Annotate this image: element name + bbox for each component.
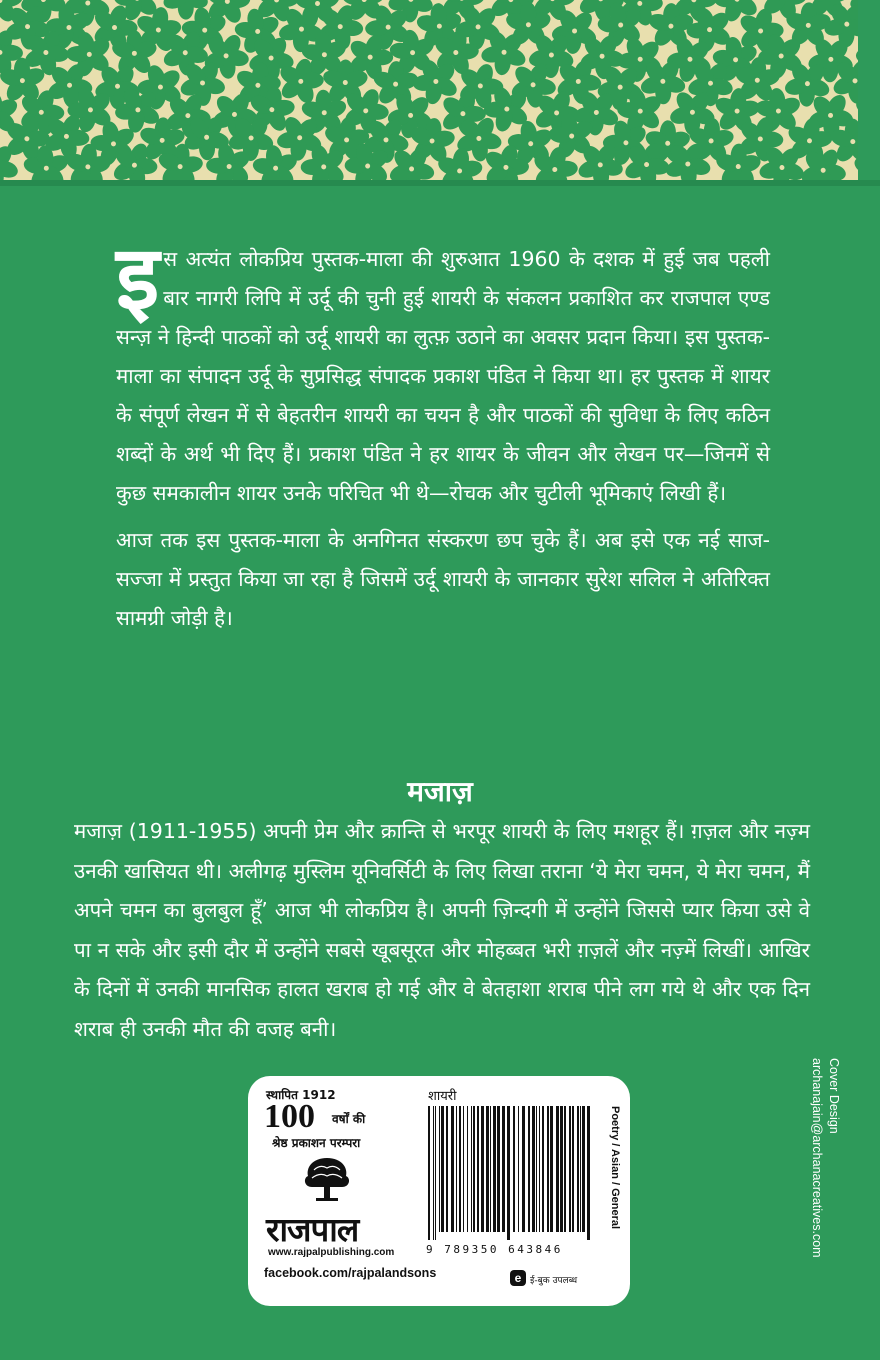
drop-cap: इ (116, 226, 160, 329)
floral-pattern-band (0, 0, 858, 180)
barcode-bar (486, 1106, 489, 1232)
barcode-bar (451, 1106, 454, 1232)
intro-paragraph-1-text: स अत्यंत लोकप्रिय पुस्तक-माला की शुरुआत 1960 के दशक में हुई जब पहली बार नागरी लिपि में उर्दू की चुनी हुई शायरी के संकलन प्रकाशित कर राजपाल एण्ड सन्ज़ ने हिन्दी पाठकों को उर्दू शायरी का लुत्फ़ उठाने का अवसर प्रदान किया। इस पुस्तक-माला का संपादन उर्दू के सुप्रसिद्ध संपादक प्रकाश पंडित ने किया था। हर पुस्तक में शायर के संपूर्ण लेखन में से बेहतरीन शायरी का चयन है और पाठकों की सुविधा के लिए कठिन शब्दों के अर्थ भी दिए हैं। प्रकाश पंडित ने हर शायर के जीवन और लेखन पर—जिनमें से कुछ समकालीन शायर उनके परिचित भी थे—रोचक और चुटीली भूमिकाएं लिखी हैं। (116, 247, 770, 505)
publisher-barcode-box (248, 1076, 630, 1306)
established-year: स्थापित 1912 (266, 1088, 336, 1102)
intro-paragraph-1 (116, 226, 770, 513)
barcode-bar (522, 1106, 525, 1232)
genre-english-label: Poetry / Asian / General (609, 1106, 621, 1230)
ebook-icon: e (510, 1270, 526, 1286)
barcode-bar (556, 1106, 559, 1232)
barcode-bar (463, 1106, 464, 1232)
barcode-bar (446, 1106, 448, 1232)
genre-english-vertical (603, 1106, 623, 1266)
intro-paragraph-2: आज तक इस पुस्तक-माला के अनगिनत संस्करण छप चुके हैं। अब इसे एक नई साज-सज्जा में प्रस्तुत किया जा रहा है जिसमें उर्दू शायरी के जानकार सुरेश सलिल ने अतिरिक्त सामग्री जोड़ी है। (116, 528, 770, 630)
barcode-bar (467, 1106, 468, 1232)
barcode-bar (539, 1106, 540, 1232)
tree-logo-icon (300, 1154, 354, 1204)
barcode-bar (577, 1106, 579, 1232)
barcode-bar (502, 1106, 505, 1232)
cover-design-credit (800, 1058, 860, 1308)
ebook-available-text: ई-बुक उपलब्ध (530, 1276, 578, 1286)
barcode-bar (513, 1106, 515, 1232)
barcode-bar (490, 1106, 491, 1232)
genre-hindi-label: शायरी (428, 1089, 457, 1104)
years-label: वर्षों की (332, 1112, 366, 1126)
barcode-bar (560, 1106, 563, 1232)
barcode-bar (481, 1106, 484, 1232)
barcode-bar (518, 1106, 519, 1232)
publisher-website: www.rajpalpublishing.com (268, 1247, 395, 1258)
poet-name-heading: मजाज़ (407, 775, 473, 808)
barcode-bar (477, 1106, 479, 1232)
barcode-bar (582, 1106, 585, 1232)
publishing-tradition-text: श्रेष्ठ प्रकाशन परम्परा (272, 1136, 361, 1150)
barcode-bar (456, 1106, 457, 1232)
pattern-bottom-edge (0, 180, 880, 186)
pattern-side-strip (858, 0, 880, 180)
barcode-bar (569, 1106, 571, 1232)
floral-pattern (0, 0, 858, 180)
barcode-bar (459, 1106, 461, 1232)
barcode-bar (547, 1106, 549, 1232)
barcode-bar (536, 1106, 537, 1232)
barcode-bar (473, 1106, 475, 1232)
barcode-bar (580, 1106, 581, 1232)
barcode-bar (433, 1106, 434, 1240)
barcode-bar (493, 1106, 496, 1232)
series-introduction (116, 226, 770, 646)
barcode-bar (471, 1106, 472, 1232)
barcode-bar (439, 1106, 440, 1232)
isbn-barcode (426, 1106, 596, 1240)
barcode-bar (507, 1106, 510, 1240)
barcode-bar (497, 1106, 500, 1232)
barcode-bar (435, 1106, 436, 1240)
barcode-bar (587, 1106, 590, 1240)
barcode-bar (542, 1106, 544, 1232)
cover-design-credit-text (808, 1058, 842, 1258)
barcode-bar (550, 1106, 553, 1232)
barcode-bar (564, 1106, 566, 1232)
cover-design-email: archanajain@archanacreatives.com (810, 1058, 824, 1258)
barcode-bar (428, 1106, 430, 1240)
cover-design-label: Cover Design (827, 1058, 841, 1134)
barcode-bar (572, 1106, 574, 1232)
publisher-logo-text: राजपाल (266, 1210, 359, 1249)
facebook-page: facebook.com/rajpalandsons (264, 1266, 437, 1280)
hundred-years-number: 100 (264, 1098, 315, 1135)
barcode-bar (528, 1106, 530, 1232)
barcode-bar (441, 1106, 444, 1232)
barcode-bar (532, 1106, 535, 1232)
poet-biography: मजाज़ (1911-1955) अपनी प्रेम और क्रान्ति से भरपूर शायरी के लिए मशहूर हैं। ग़ज़ल और नज़्म उनकी खासियत थी। अलीगढ़ मुस्लिम यूनिवर्सिटी के लिए लिखा तराना ‘ये मेरा चमन, ये मेरा चमन, मैं अपने चमन का बुलबुल हूँ’ आज भी लोकप्रिय है। अपनी ज़िन्दगी में उन्होंने जिससे प्यार किया उसे वे पा न सके और इसी दौर में उन्होंने सबसे खूबसूरत और मोहब्बत भरी ग़ज़लें और नज़्में लिखीं। आखिर के दिनों में उनकी मानसिक हालत खराब हो गई और वे बेतहाशा शराब पीने लग गये थे और एक दिन शराब ही उनकी मौत की वजह बनी। (74, 819, 810, 1041)
isbn-number: 9 789350 643846 (426, 1243, 563, 1256)
